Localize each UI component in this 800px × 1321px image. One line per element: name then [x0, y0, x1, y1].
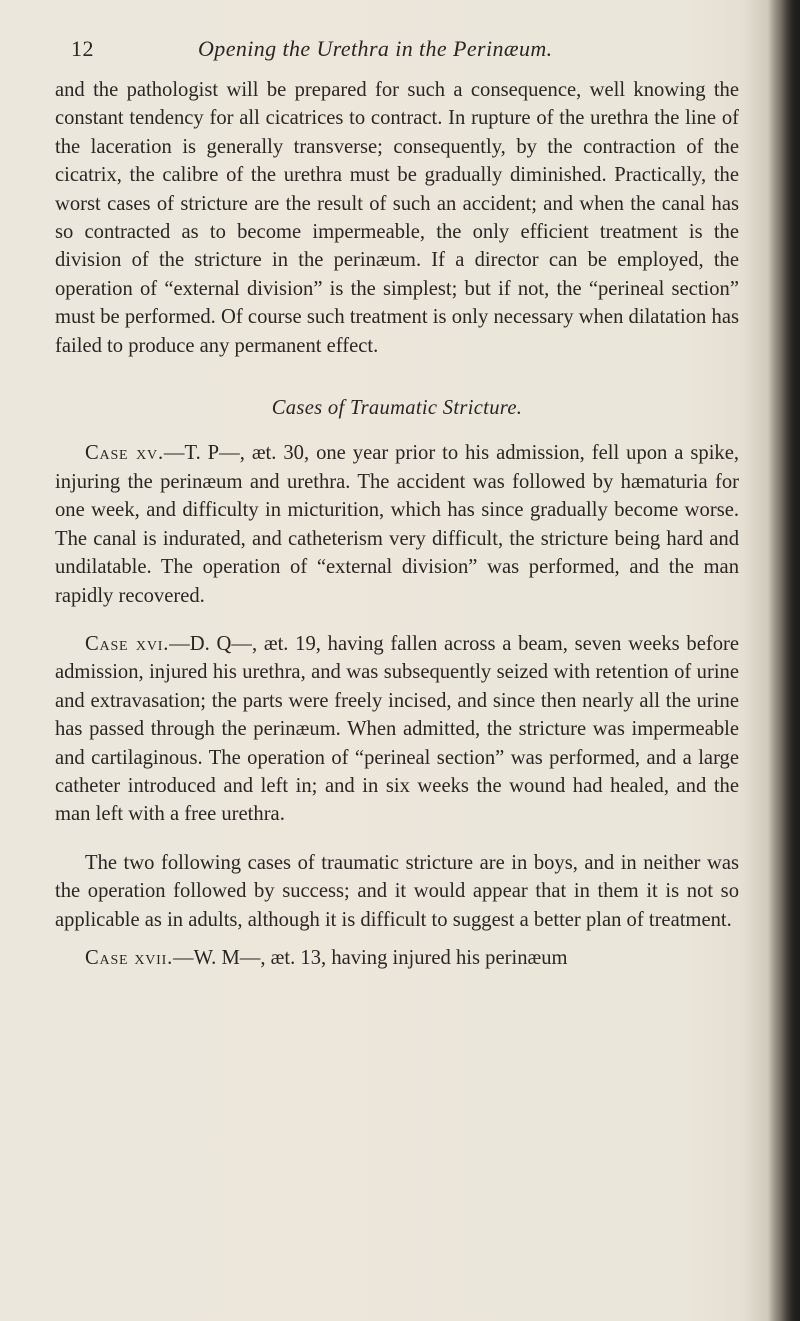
page-number: 12 [71, 36, 94, 61]
case-label: Case xv. [85, 442, 164, 465]
intro-paragraph: and the pathologist will be prepared for such a consequence, well knowing the constant tendency for all cicatrices to contract. In rupture of the urethra the line of the laceration is generally transverse; consequently, by the contraction of the cicatrix, the calibre of the urethra must be gradually diminished. Practically, the worst cases of stricture are the result of such an accident; and when the canal has so contracted as to become impermeable, the only efficient treatment is the division of the stricture in the perinæum. If a director can be employed, the operation of “external division” is the simplest; but if not, the “perineal section” must be performed. Of course such treatment is only necessary when dilatation has failed to produce any permanent effect. [55, 79, 739, 357]
section-heading: Cases of Traumatic Stricture. [271, 397, 523, 420]
case-label: Case xvii. [85, 946, 174, 969]
case-paragraph [55, 944, 739, 972]
running-title: Opening the Urethra in the Perinæum. [198, 36, 553, 61]
case-text: —W. M—, æt. 13, having injured his perinæum [173, 946, 568, 969]
page-header [71, 36, 741, 76]
case-paragraph [55, 439, 739, 609]
body-text [55, 76, 739, 972]
page-edge-shadow [768, 0, 800, 1321]
case-label: Case xvi. [85, 632, 170, 655]
case-text: —D. Q—, æt. 19, having fallen across a beam, seven weeks before admission, injured his urethra, and was subsequently seized with retention of urine and extravasation; the parts were freely incised, and since then nearly all the urine has passed through the perinæum. When admitted, the stricture was impermeable and cartilaginous. The operation of “perineal section” was performed, and a large catheter introduced and left in; and in six weeks the wound had healed, and the man left with a free urethra. [55, 632, 739, 826]
case-text: —T. P—, æt. 30, one year prior to his admission, fell upon a spike, injuring the perinæum and urethra. The accident was followed by hæmaturia for one week, and difficulty in micturition, which has since gradually become worse. The canal is indurated, and catheterism very difficult, the stricture being hard and undilatable. The operation of “external division” was performed, and the man rapidly recovered. [55, 442, 740, 607]
case-paragraph [55, 630, 739, 829]
following-paragraph: The two following cases of traumatic stricture are in boys, and in neither was the operation followed by success; and it would appear that in them it is not so applicable as in adults, although it is difficult to suggest a better plan of treatment. [55, 851, 739, 931]
